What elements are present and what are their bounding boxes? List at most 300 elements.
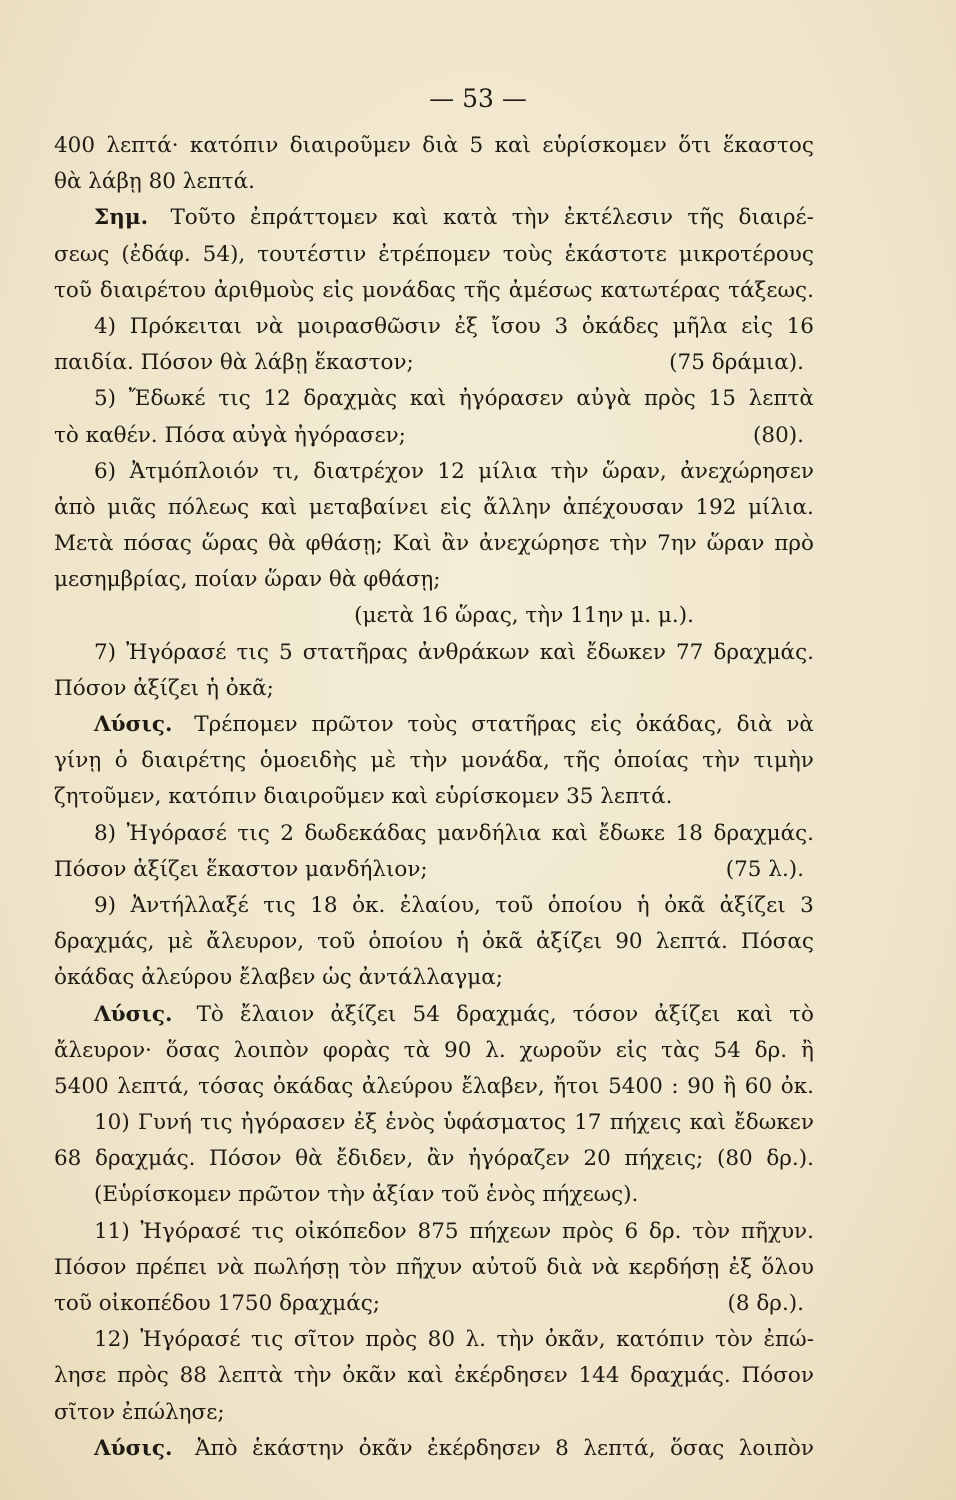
word: δραχμάς. — [95, 1146, 196, 1172]
word: δωδεκάδας — [304, 820, 427, 846]
word: 5 — [278, 639, 293, 665]
word: 5 — [469, 133, 484, 158]
word: αὐγὰ — [576, 386, 632, 412]
line-text: Πόσον ἀξίζει ἕκαστον μανδήλιον; — [54, 856, 428, 882]
word: ὀκᾶν, — [544, 1327, 606, 1353]
word: τις — [250, 1327, 284, 1353]
word: Ἀτμόπλοιόν — [129, 458, 260, 484]
word: ἤτοι — [553, 1073, 600, 1099]
word: 192 — [695, 494, 737, 520]
word: κατόπιν — [616, 1327, 705, 1353]
word: 875 — [417, 1218, 459, 1244]
text-line — [54, 1105, 814, 1141]
word: ἀξίζει — [536, 929, 603, 955]
text-line — [54, 309, 814, 345]
word: τὴν — [702, 748, 741, 774]
word: λεπτά. — [655, 929, 728, 955]
word: ὀκ. — [352, 892, 386, 918]
word: τοῦ — [54, 277, 92, 303]
word: τὸν — [692, 1218, 731, 1244]
word: ὀκᾶν — [342, 1363, 397, 1389]
word: διὰ — [546, 1254, 583, 1280]
word: 5400 — [608, 1073, 663, 1099]
word: ἀξίζει — [330, 1001, 397, 1027]
word: 16 — [786, 313, 814, 339]
text-line — [54, 1214, 814, 1250]
word: μανδήλια — [437, 820, 542, 846]
word: τὸν — [715, 1327, 753, 1353]
word: ὀκάδας — [272, 1073, 354, 1099]
word: μὲ — [370, 748, 397, 774]
word: Ἀπὸ — [194, 1435, 238, 1461]
word: τι, — [272, 458, 300, 484]
word: ἀπὸ — [54, 494, 96, 520]
word: 11) — [94, 1218, 130, 1244]
word: 4) — [94, 313, 117, 339]
word: τις — [218, 386, 251, 412]
line-text: παιδία. Πόσον θὰ λάβῃ ἕκαστον; — [54, 350, 414, 376]
word: ἢ — [723, 1073, 737, 1099]
word: εἰς — [615, 1037, 648, 1063]
word: πρὸς — [644, 386, 696, 412]
word: ἡ — [636, 892, 650, 918]
word: πῆχυν. — [740, 1218, 814, 1244]
word: 6) — [94, 458, 117, 484]
word: καὶ — [551, 820, 588, 846]
word: λ. — [485, 1037, 506, 1063]
answer-text: (75 λ.). — [725, 856, 804, 882]
word: τὸν — [348, 1254, 387, 1280]
word: τὴν — [511, 205, 550, 231]
word: καὶ — [409, 386, 447, 412]
text-line — [54, 997, 814, 1033]
word: ὁμοειδὴς — [259, 748, 357, 774]
line-text: ὀκάδας ἀλεύρου ἔλαβεν ὡς ἀντάλλαγμα; — [54, 965, 504, 991]
word: Πρόκειται — [129, 313, 242, 339]
word: ἐκέρδησεν — [427, 1435, 541, 1461]
word: Ἠγόρασέ — [126, 820, 227, 846]
line-text: τοῦ οἰκοπέδου 1750 δραχμάς; — [54, 1291, 381, 1316]
word: Πόσον — [741, 1363, 814, 1389]
word: εὑρίσκομεν — [542, 133, 667, 158]
word: πρὸς — [117, 1363, 169, 1389]
word: φορὰς — [322, 1037, 390, 1063]
answer-text: (75 δράμια). — [669, 350, 804, 376]
word: ἂν — [426, 1146, 455, 1172]
word: ἐξ — [728, 1254, 753, 1280]
line-text: (Εὑρίσκομεν πρῶτον τὴν ἀξίαν τοῦ ἑνὸς πήχεως). — [94, 1182, 639, 1208]
word: 9) — [94, 892, 117, 918]
word: τῆς — [563, 748, 601, 774]
word: μονάδα, — [460, 748, 550, 774]
word: ἑκάστοτε — [564, 241, 667, 267]
word: πόσας — [123, 531, 192, 557]
text-line — [54, 562, 814, 598]
word: ἕκαστος — [722, 133, 814, 158]
word: πρῶτον — [311, 712, 394, 737]
word: 5) — [94, 386, 117, 412]
word: Τοῦτο — [170, 205, 236, 231]
word: 90 — [444, 1037, 472, 1063]
word: μικροτέρους — [678, 241, 814, 267]
word: Ἠγόρασέ — [140, 1327, 241, 1353]
word: ὥρας — [201, 531, 259, 557]
word: λεπτά· — [106, 133, 179, 158]
word: κατὰ — [442, 205, 498, 231]
word: ἀξίζει — [719, 892, 786, 918]
word: πήχεων — [469, 1218, 552, 1244]
word: διαιρέτου — [99, 277, 206, 303]
word: μοιρασθῶσιν — [296, 313, 441, 339]
word: πρὸ — [774, 531, 814, 557]
word: διὰ — [422, 133, 459, 158]
word: ἐτρέπομεν — [378, 241, 491, 267]
text-line — [54, 816, 814, 852]
word: ἐλαίου, — [399, 892, 481, 918]
word: ἀμέσως — [508, 277, 593, 303]
text-line — [54, 418, 814, 454]
word: Τρέπομεν — [194, 712, 298, 737]
word: δρ. — [754, 1037, 788, 1063]
word: χωροῦν — [519, 1037, 602, 1063]
text-line — [54, 1395, 814, 1431]
text-line — [54, 1358, 814, 1394]
word: καὶ — [407, 1363, 444, 1389]
word: 54), — [202, 241, 246, 267]
word: εἰς — [322, 277, 354, 303]
word: 15 — [708, 386, 736, 412]
word: ἂν — [441, 531, 470, 557]
text-line — [54, 924, 814, 960]
word: Μετὰ — [54, 531, 114, 557]
word: καὶ — [494, 133, 531, 158]
text-line — [54, 888, 814, 924]
word: πωλήσῃ — [253, 1254, 340, 1280]
word: ἄλευρον· — [54, 1037, 152, 1063]
text-line — [54, 381, 814, 417]
word: τις — [200, 1110, 233, 1136]
word: εἰς — [440, 494, 472, 520]
word: κερδήσῃ — [628, 1254, 720, 1280]
word: τουτέστιν — [257, 241, 367, 267]
word: ἔδωκεν — [734, 1110, 814, 1136]
word: λεπτὰ — [217, 1363, 284, 1389]
word: ἀνεχώρησεν — [680, 458, 814, 484]
word: τόσας — [198, 1073, 265, 1099]
word: λοιπὸν — [738, 1435, 814, 1461]
word: Γυνή — [137, 1110, 192, 1136]
word: ἑκάστην — [252, 1435, 345, 1461]
word: ὀκ. — [780, 1073, 814, 1099]
word: καὶ — [736, 1001, 773, 1027]
word: διαιρέ- — [738, 205, 814, 231]
word: μιᾶς — [107, 494, 157, 520]
word: καὶ — [392, 205, 429, 231]
word: πρὸς — [561, 1218, 614, 1244]
word: λεπτά, — [583, 1435, 656, 1461]
word: ἄλλην — [483, 494, 552, 520]
word: κατόπιν — [189, 133, 279, 158]
word: Τὸ — [196, 1001, 224, 1027]
word: τιμὴν — [753, 748, 814, 774]
text-line — [54, 1069, 814, 1105]
word: 3 — [554, 313, 569, 339]
word: ἠγόραζεν — [468, 1146, 570, 1172]
word: ἔδιδεν, — [336, 1146, 414, 1172]
text-line — [54, 237, 814, 273]
word: δρ. — [649, 1218, 682, 1244]
word: διατρέχον — [313, 458, 424, 484]
word: δραχμάς. — [630, 1363, 731, 1389]
word: γίνῃ — [54, 748, 102, 774]
word: σεως — [54, 241, 110, 267]
word: ὅσας — [670, 1435, 725, 1461]
word: ἔλαιον — [240, 1001, 315, 1027]
word: ἐξ — [353, 1110, 378, 1136]
text-line — [54, 164, 814, 200]
word: 68 — [54, 1146, 82, 1172]
text-line — [54, 1431, 814, 1467]
word: τὴν — [409, 748, 448, 774]
word: εἰς — [590, 712, 622, 737]
word: ὅσας — [165, 1037, 220, 1063]
word: τάξεως. — [728, 277, 814, 303]
word: στατῆρας — [471, 712, 577, 737]
word: δραχμάς. — [713, 639, 814, 665]
text-line — [54, 200, 814, 236]
word: Ἀντήλλαξέ — [130, 892, 249, 918]
line-text: θὰ λάβῃ 80 λεπτά. — [54, 169, 255, 195]
body-text — [54, 128, 814, 1467]
word: τις — [251, 1218, 284, 1244]
word: 10) — [94, 1110, 130, 1136]
word: 7ην — [657, 531, 697, 557]
word: διαιρέτης — [141, 748, 247, 774]
text-line — [54, 743, 814, 779]
text-line — [54, 671, 814, 707]
word: 12 — [263, 386, 291, 412]
word: ἢ — [800, 1037, 814, 1063]
word: τοὺς — [502, 241, 553, 267]
word: τὸ — [789, 1001, 814, 1027]
word: 54 — [412, 1001, 440, 1027]
word: δραχμάς, — [456, 1001, 557, 1027]
word: 7) — [94, 639, 117, 665]
word: 80 — [427, 1327, 455, 1353]
word: 18 — [675, 820, 703, 846]
text-line — [54, 960, 814, 996]
text-line — [54, 598, 814, 634]
word: μονάδας — [361, 277, 456, 303]
word: διὰ — [736, 712, 773, 737]
word: λησε — [54, 1363, 107, 1389]
text-line — [54, 707, 814, 743]
word: μὲ — [167, 929, 194, 955]
word: : — [671, 1073, 679, 1099]
word: πρέπει — [135, 1254, 208, 1280]
word: Ἠγόρασέ — [126, 639, 227, 665]
word: λεπτὰ — [748, 386, 814, 412]
text-line — [54, 1322, 814, 1358]
word: φθάσῃ; — [305, 531, 383, 557]
word: Ἔδωκέ — [128, 386, 206, 412]
word: τὴν — [496, 1327, 535, 1353]
word: ὁποίας — [613, 748, 689, 774]
line-text: ζητοῦμεν, κατόπιν διαιροῦμεν καὶ εὑρίσκομεν 35 λεπτά. — [54, 784, 673, 810]
line-text: Πόσον ἀξίζει ἡ ὀκᾶ; — [54, 675, 274, 701]
word: Πόσον — [209, 1146, 282, 1172]
text-line — [54, 1177, 814, 1213]
text-line — [54, 635, 814, 671]
text-line — [54, 273, 814, 309]
word: ὑφάσματος — [443, 1110, 566, 1136]
word: καὶ — [689, 1110, 726, 1136]
answer-text: (80). — [753, 422, 804, 448]
word: οἰκόπεδον — [294, 1218, 407, 1244]
word: ὀκάδας, — [635, 712, 723, 737]
word: πήχεις; — [624, 1146, 704, 1172]
word: (80 — [716, 1146, 753, 1172]
word: δρ.). — [766, 1146, 814, 1172]
word: σῖτον — [293, 1327, 355, 1353]
word: ἔλαβεν, — [461, 1073, 545, 1099]
word: αὐτοῦ — [471, 1254, 538, 1280]
text-line — [54, 454, 814, 490]
word: 12 — [437, 458, 465, 484]
word: θὰ — [295, 1146, 323, 1172]
word: τὴν — [550, 458, 589, 484]
word: ἑνὸς — [385, 1110, 435, 1136]
word: (ἐδάφ. — [121, 241, 191, 267]
line-text: σῖτον ἐπώλησε; — [54, 1399, 225, 1425]
page-number: — 53 — — [429, 84, 527, 113]
section-label: Λύσις. — [94, 1435, 173, 1461]
word: 8) — [94, 820, 117, 846]
word: 144 — [578, 1363, 620, 1389]
word: ὅτι — [678, 133, 712, 158]
word: στατῆρας — [302, 639, 408, 665]
word: 8 — [555, 1435, 569, 1461]
word: 5400 — [54, 1073, 109, 1099]
text-line — [54, 1250, 814, 1286]
word: τοὺς — [407, 712, 458, 737]
word: καὶ — [539, 639, 577, 665]
line-text: τὸ καθέν. Πόσα αὐγὰ ἠγόρασεν; — [54, 422, 406, 448]
word: λ. — [465, 1327, 486, 1353]
word: Πόσον — [54, 1254, 127, 1280]
word: Ἠγόρασέ — [140, 1218, 241, 1244]
word: 3 — [800, 892, 814, 918]
word: ὀκᾶ — [664, 892, 706, 918]
word: πῆχυν — [396, 1254, 463, 1280]
section-label: Λύσις. — [94, 712, 173, 737]
word: ἠγόρασεν — [458, 386, 564, 412]
word: νὰ — [255, 313, 284, 339]
word: λοιπὸν — [233, 1037, 309, 1063]
word: 20 — [583, 1146, 611, 1172]
word: νὰ — [591, 1254, 620, 1280]
word: δραχμάς. — [713, 820, 814, 846]
word: μῆλα — [672, 313, 728, 339]
word: τὴν — [609, 531, 648, 557]
word: τις — [236, 639, 269, 665]
word: μεταβαίνει — [308, 494, 429, 520]
word: ἐπράττομεν — [250, 205, 378, 231]
word: ἡ — [455, 929, 469, 955]
word: διαιροῦμεν — [289, 133, 411, 158]
answer-text: (8 δρ.). — [727, 1291, 804, 1316]
word: πήχεις — [609, 1110, 682, 1136]
word: 90 — [615, 929, 643, 955]
word: δραχμάς, — [54, 929, 155, 955]
word: τοῦ — [317, 929, 356, 955]
section-label: Σημ. — [94, 205, 149, 231]
word: τις — [263, 892, 296, 918]
line-text: μεσημβρίας, ποίαν ὥραν θὰ φθάσῃ; — [54, 567, 441, 593]
word: τῆς — [687, 205, 725, 231]
word: κατωτέρας — [600, 277, 721, 303]
word: νὰ — [786, 712, 814, 737]
word: ἔδωκε — [598, 820, 666, 846]
word: ὀκάδες — [581, 313, 659, 339]
word: ἀλεύρου — [361, 1073, 453, 1099]
text-line — [54, 1033, 814, 1069]
word: 2 — [280, 820, 294, 846]
section-label: Λύσις. — [94, 1001, 173, 1027]
word: μίλια — [478, 458, 538, 484]
word: ὀκᾶ — [481, 929, 523, 955]
word: τοῦ — [495, 892, 534, 918]
word: 6 — [624, 1218, 639, 1244]
word: τὰ — [403, 1037, 431, 1063]
word: ἀπέχουσαν — [562, 494, 684, 520]
word: ἐκτέλεσιν — [563, 205, 673, 231]
word: τῆς — [463, 277, 501, 303]
word: ἐκέρδησεν — [454, 1363, 568, 1389]
word: ὀκᾶν — [358, 1435, 413, 1461]
word: 400 — [54, 133, 96, 158]
word: τόσον — [572, 1001, 639, 1027]
word: μίλια. — [748, 494, 814, 520]
text-line — [54, 852, 814, 888]
word: 60 — [744, 1073, 773, 1099]
word: ὁποίου — [547, 892, 623, 918]
word: τὴν — [293, 1363, 332, 1389]
text-line — [54, 779, 814, 815]
text-line — [54, 1141, 814, 1177]
text-line — [54, 1286, 814, 1322]
word: 54 — [713, 1037, 741, 1063]
word: 88 — [179, 1363, 207, 1389]
text-line — [54, 128, 814, 164]
word: ὥραν — [706, 531, 765, 557]
word: ἠγόρασεν — [240, 1110, 346, 1136]
word: ὁποίου — [368, 929, 443, 955]
word: 77 — [676, 639, 704, 665]
word: ἐπώ- — [763, 1327, 814, 1353]
line-text: (μετὰ 16 ὥρας, τὴν 11ην μ. μ.). — [354, 603, 694, 629]
word: πόλεως — [167, 494, 250, 520]
word: ἔδωκεν — [586, 639, 666, 665]
word: ἀνθράκων — [417, 639, 530, 665]
word: ἀξίζει — [654, 1001, 721, 1027]
word: θὰ — [268, 531, 296, 557]
word: τις — [237, 820, 270, 846]
word: δραχμὰς — [303, 386, 398, 412]
word: Πόσας — [740, 929, 814, 955]
word: ἴσου — [491, 313, 541, 339]
word: πρὸς — [365, 1327, 418, 1353]
